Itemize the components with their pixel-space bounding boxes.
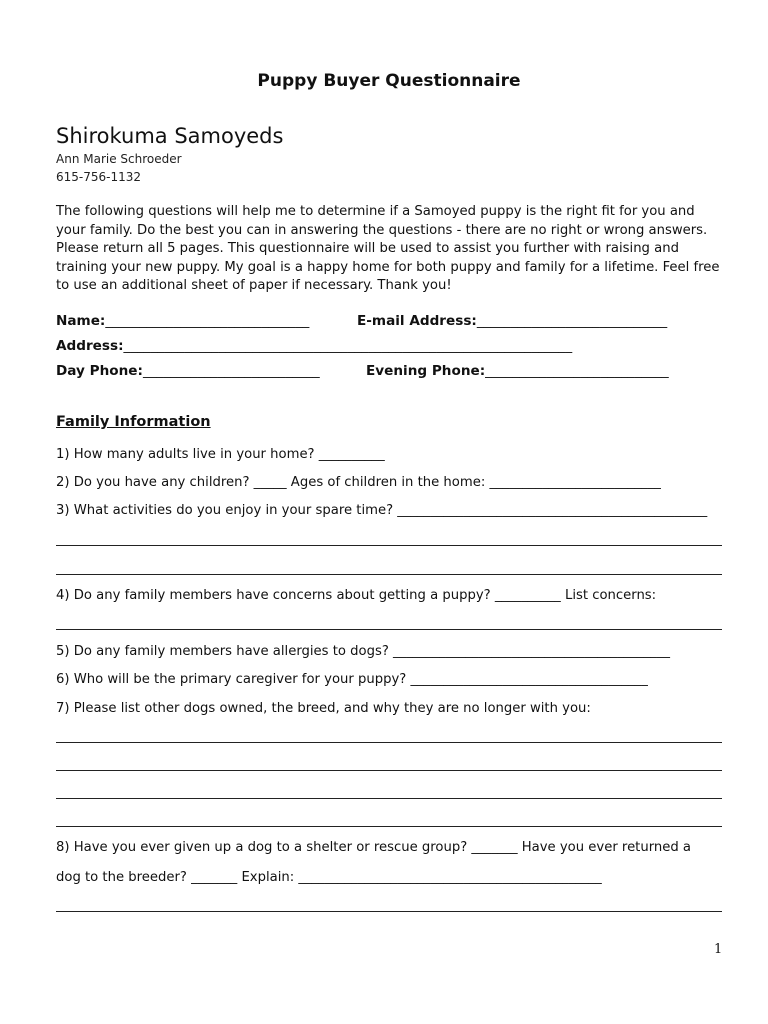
email-field[interactable] [357,313,667,329]
address-field[interactable] [56,338,572,354]
evening-phone-blank[interactable]: ___________________________ [485,363,669,379]
answer-line[interactable] [56,798,722,799]
question-1[interactable]: 1) How many adults live in your home? __________ [56,447,385,462]
address-blank[interactable]: __________________________________________________________________ [123,338,573,354]
day-phone-blank[interactable]: __________________________ [142,363,320,379]
question-2[interactable]: 2) Do you have any children? _____ Ages of children in the home: __________________________ [56,475,661,490]
answer-line[interactable] [56,574,722,575]
question-4[interactable]: 4) Do any family members have concerns about getting a puppy? __________ List concerns: [56,588,657,603]
question-8-part-1[interactable]: 8) Have you ever given up a dog to a shelter or rescue group? _______ Have you ever returned a [56,840,692,855]
intro-paragraph: The following questions will help me to determine if a Samoyed puppy is the right fit for you and your family. Do the best you can in answering the questions - there are no right or wrong answers. Please return all 5 pages. This questionnaire will be used to assist you further with raising and training your new puppy. My goal is a happy home for both puppy and family for a lifetime. Feel free to use an additional sheet of paper if necessary. Thank you! [56,204,720,293]
answer-line[interactable] [56,770,722,771]
question-6[interactable]: 6) Who will be the primary caregiver for your puppy? ____________________________________ [56,672,648,687]
evening-phone-field[interactable] [366,363,669,379]
breeder-name: Ann Marie Schroeder [56,152,182,166]
evening-phone-label: Evening Phone: [366,363,486,379]
section-family-information: Family Information [56,414,211,430]
day-phone-field[interactable] [56,363,320,379]
answer-line[interactable] [56,911,722,912]
question-8-part-2[interactable]: dog to the breeder? _______ Explain: ______________________________________________ [56,870,602,885]
email-label: E-mail Address: [357,313,477,329]
answer-line[interactable] [56,742,722,743]
name-label: Name: [56,313,106,329]
email-blank[interactable]: ____________________________ [476,313,668,329]
question-3[interactable]: 3) What activities do you enjoy in your spare time? _______________________________________________ [56,503,708,518]
answer-line[interactable] [56,629,722,630]
page-number: 1 [714,942,723,957]
answer-line[interactable] [56,826,722,827]
question-7: 7) Please list other dogs owned, the breed, and why they are no longer with you: [56,701,591,716]
address-label: Address: [56,338,124,354]
document-title: Puppy Buyer Questionnaire [257,71,521,91]
breeder-phone: 615-756-1132 [56,170,142,184]
name-field[interactable] [56,313,309,329]
day-phone-label: Day Phone: [56,363,143,379]
kennel-name: Shirokuma Samoyeds [56,124,284,148]
question-5[interactable]: 5) Do any family members have allergies to dogs? __________________________________________ [56,644,670,659]
name-blank[interactable]: ______________________________ [105,313,310,329]
answer-line[interactable] [56,545,722,546]
